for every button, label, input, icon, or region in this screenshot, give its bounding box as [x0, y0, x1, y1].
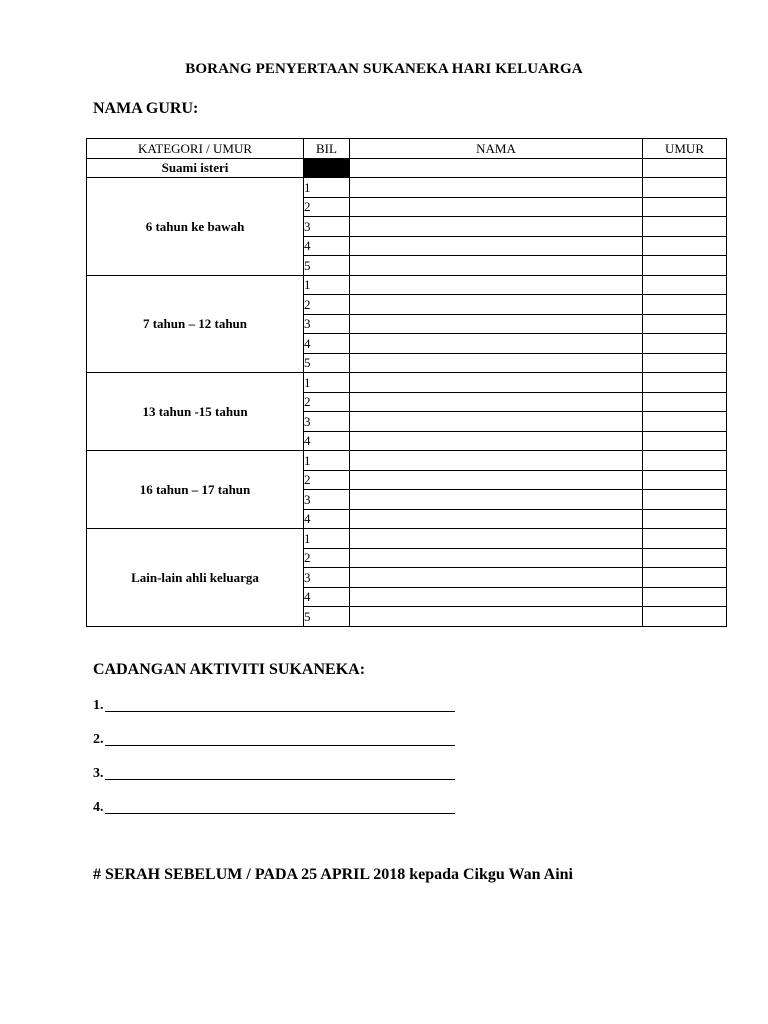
bil-cell: 1 — [304, 275, 350, 295]
bil-cell: 3 — [304, 217, 350, 237]
activity-number: 3. — [93, 766, 104, 781]
umur-cell[interactable] — [643, 392, 727, 412]
nama-cell[interactable] — [350, 587, 643, 607]
header-kategori: KATEGORI / UMUR — [87, 139, 304, 159]
submission-note: # SERAH SEBELUM / PADA 25 APRIL 2018 kepada Cikgu Wan Aini — [93, 866, 573, 883]
umur-cell[interactable] — [643, 217, 727, 237]
umur-cell[interactable] — [643, 178, 727, 198]
table-row — [87, 373, 727, 393]
activity-number: 2. — [93, 732, 104, 747]
bil-cell: 3 — [304, 314, 350, 334]
bil-cell: 4 — [304, 334, 350, 354]
blank-line — [105, 745, 455, 746]
nama-guru-label: NAMA GURU: — [93, 100, 199, 117]
umur-cell[interactable] — [643, 431, 727, 451]
umur-cell[interactable] — [643, 587, 727, 607]
bil-cell: 3 — [304, 568, 350, 588]
header-umur: UMUR — [643, 139, 727, 159]
bil-cell: 3 — [304, 490, 350, 510]
nama-cell[interactable] — [350, 412, 643, 432]
umur-cell[interactable] — [643, 256, 727, 276]
activity-line-1[interactable] — [93, 696, 455, 716]
bil-cell: 5 — [304, 607, 350, 627]
nama-cell[interactable] — [350, 178, 643, 198]
table-row — [87, 178, 727, 198]
nama-cell[interactable] — [350, 295, 643, 315]
category-label: Suami isteri — [87, 158, 304, 178]
umur-cell[interactable] — [643, 334, 727, 354]
umur-cell[interactable] — [643, 236, 727, 256]
bil-cell: 1 — [304, 529, 350, 549]
bil-cell: 2 — [304, 392, 350, 412]
nama-cell[interactable] — [350, 568, 643, 588]
nama-cell[interactable] — [350, 548, 643, 568]
nama-cell[interactable] — [350, 353, 643, 373]
nama-cell[interactable] — [350, 451, 643, 471]
umur-cell[interactable] — [643, 158, 727, 178]
umur-cell[interactable] — [643, 295, 727, 315]
activity-number: 4. — [93, 800, 104, 815]
bil-cell-filled — [304, 158, 350, 178]
umur-cell[interactable] — [643, 451, 727, 471]
activity-line-2[interactable] — [93, 730, 455, 750]
bil-cell: 1 — [304, 451, 350, 471]
header-nama: NAMA — [350, 139, 643, 159]
umur-cell[interactable] — [643, 314, 727, 334]
bil-cell: 2 — [304, 470, 350, 490]
nama-cell[interactable] — [350, 236, 643, 256]
activity-number: 1. — [93, 698, 104, 713]
umur-cell[interactable] — [643, 373, 727, 393]
category-label: 6 tahun ke bawah — [87, 178, 304, 276]
bil-cell: 2 — [304, 548, 350, 568]
umur-cell[interactable] — [643, 353, 727, 373]
nama-cell[interactable] — [350, 509, 643, 529]
nama-cell[interactable] — [350, 490, 643, 510]
registration-table — [86, 138, 727, 627]
umur-cell[interactable] — [643, 509, 727, 529]
nama-cell[interactable] — [350, 314, 643, 334]
bil-cell: 1 — [304, 373, 350, 393]
nama-cell[interactable] — [350, 256, 643, 276]
category-label: 13 tahun -15 tahun — [87, 373, 304, 451]
umur-cell[interactable] — [643, 529, 727, 549]
bil-cell: 4 — [304, 587, 350, 607]
nama-cell[interactable] — [350, 373, 643, 393]
category-label: 16 tahun – 17 tahun — [87, 451, 304, 529]
umur-cell[interactable] — [643, 197, 727, 217]
bil-cell: 4 — [304, 431, 350, 451]
umur-cell[interactable] — [643, 568, 727, 588]
bil-cell: 4 — [304, 509, 350, 529]
blank-line — [105, 813, 455, 814]
table-header-row — [87, 139, 727, 159]
nama-cell[interactable] — [350, 275, 643, 295]
bil-cell: 2 — [304, 197, 350, 217]
nama-cell[interactable] — [350, 217, 643, 237]
bil-cell: 5 — [304, 256, 350, 276]
nama-cell[interactable] — [350, 431, 643, 451]
table-row — [87, 275, 727, 295]
bil-cell: 2 — [304, 295, 350, 315]
umur-cell[interactable] — [643, 548, 727, 568]
header-bil: BIL — [304, 139, 350, 159]
umur-cell[interactable] — [643, 607, 727, 627]
table-row — [87, 529, 727, 549]
bil-cell: 5 — [304, 353, 350, 373]
umur-cell[interactable] — [643, 470, 727, 490]
table-row — [87, 451, 727, 471]
cadangan-heading: CADANGAN AKTIVITI SUKANEKA: — [93, 661, 366, 678]
nama-cell[interactable] — [350, 607, 643, 627]
table-row — [87, 158, 727, 178]
activity-line-3[interactable] — [93, 764, 455, 784]
form-title: BORANG PENYERTAAN SUKANEKA HARI KELUARGA — [185, 61, 583, 77]
nama-cell[interactable] — [350, 470, 643, 490]
umur-cell[interactable] — [643, 412, 727, 432]
nama-cell[interactable] — [350, 197, 643, 217]
category-label: 7 tahun – 12 tahun — [87, 275, 304, 373]
umur-cell[interactable] — [643, 275, 727, 295]
nama-cell[interactable] — [350, 529, 643, 549]
activity-line-4[interactable] — [93, 798, 455, 818]
bil-cell: 3 — [304, 412, 350, 432]
nama-cell[interactable] — [350, 334, 643, 354]
blank-line — [105, 711, 455, 712]
category-label: Lain-lain ahli keluarga — [87, 529, 304, 627]
bil-cell: 4 — [304, 236, 350, 256]
nama-cell[interactable] — [350, 392, 643, 412]
blank-line — [105, 779, 455, 780]
umur-cell[interactable] — [643, 490, 727, 510]
bil-cell: 1 — [304, 178, 350, 198]
nama-cell[interactable] — [350, 158, 643, 178]
